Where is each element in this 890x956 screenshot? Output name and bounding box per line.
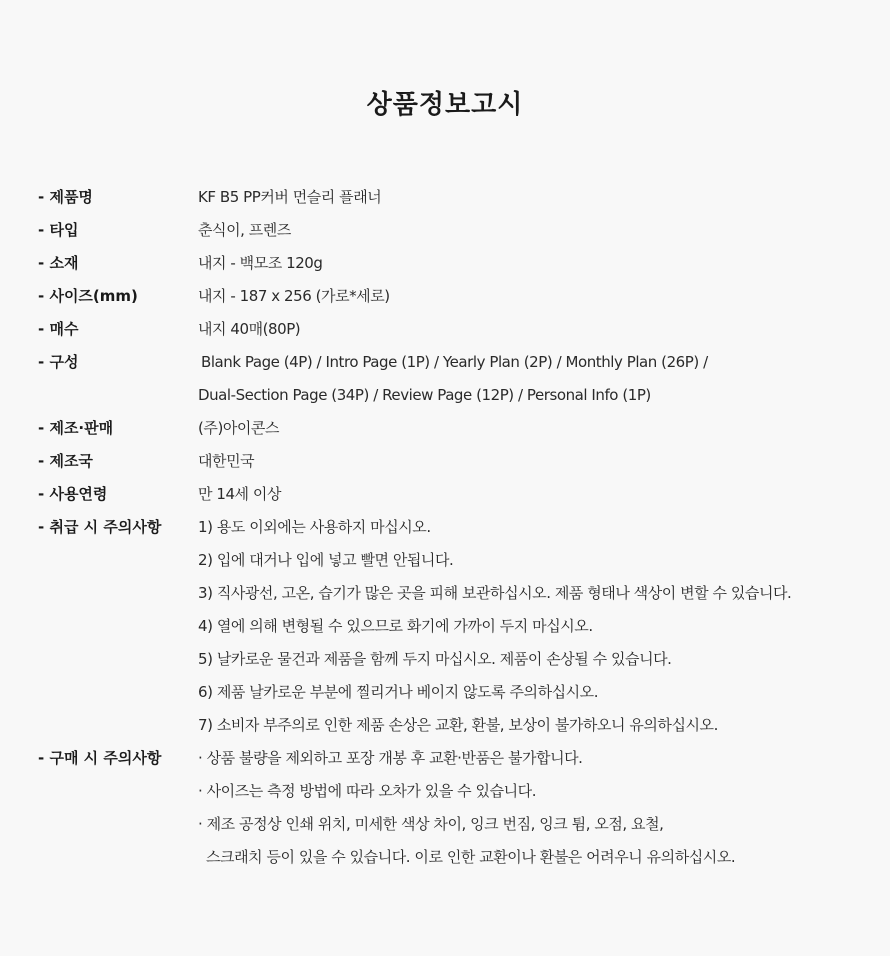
info-label: - 구성 — [38, 353, 79, 371]
info-label: - 타입 — [38, 221, 79, 239]
info-label: - 취급 시 주의사항 — [38, 518, 162, 536]
caution-item: 2) 입에 대거나 입에 넣고 빨면 안됩니다. — [198, 551, 454, 569]
info-values — [198, 346, 878, 412]
caution-item: · 제조 공정상 인쇄 위치, 미세한 색상 차이, 잉크 번짐, 잉크 튐, 오점, 요철, — [198, 815, 664, 833]
info-label: - 제품명 — [38, 188, 93, 206]
info-values — [198, 742, 878, 874]
info-values — [198, 247, 878, 280]
info-label: - 제조국 — [38, 452, 93, 470]
caution-item: 스크래치 등이 있을 수 있습니다. 이로 인한 교환이나 환불은 어려우니 유의하십시오. — [206, 848, 736, 866]
info-row-sheets — [38, 313, 878, 346]
info-values — [198, 511, 878, 742]
info-value: (주)아이콘스 — [198, 419, 280, 437]
info-values — [198, 313, 878, 346]
info-values — [198, 214, 878, 247]
info-label: - 제조·판매 — [38, 419, 114, 437]
info-row-country — [38, 445, 878, 478]
info-value: 만 14세 이상 — [198, 485, 281, 503]
info-row-manufacturer — [38, 412, 878, 445]
info-value: 내지 - 187 x 256 (가로*세로) — [198, 287, 390, 305]
info-values — [198, 412, 878, 445]
info-value: Blank Page (4P) / Intro Page (1P) / Yearly Plan (2P) / Monthly Plan (26P) / — [201, 353, 708, 371]
info-values — [198, 181, 878, 214]
info-row-type — [38, 214, 878, 247]
info-values — [198, 478, 878, 511]
caution-item: 3) 직사광선, 고온, 습기가 많은 곳을 피해 보관하십시오. 제품 형태나 색상이 변할 수 있습니다. — [198, 584, 792, 602]
info-row-product-name — [38, 181, 878, 214]
caution-item: 4) 열에 의해 변형될 수 있으므로 화기에 가까이 두지 마십시오. — [198, 617, 593, 635]
info-row-handling-caution — [38, 511, 878, 742]
info-label: - 사용연령 — [38, 485, 108, 503]
info-value: 춘식이, 프렌즈 — [198, 221, 291, 239]
caution-item: 5) 날카로운 물건과 제품을 함께 두지 마십시오. 제품이 손상될 수 있습니다. — [198, 650, 672, 668]
info-value: 내지 - 백모조 120g — [198, 254, 323, 272]
info-row-material — [38, 247, 878, 280]
caution-item: 7) 소비자 부주의로 인한 제품 손상은 교환, 환불, 보상이 불가하오니 유의하십시오. — [198, 716, 718, 734]
info-row-age — [38, 478, 878, 511]
info-label: - 매수 — [38, 320, 79, 338]
caution-item: · 사이즈는 측정 방법에 따라 오차가 있을 수 있습니다. — [198, 782, 537, 800]
info-label: - 소재 — [38, 254, 79, 272]
info-label: - 구매 시 주의사항 — [38, 749, 162, 767]
info-values — [198, 445, 878, 478]
caution-item: 1) 용도 이외에는 사용하지 마십시오. — [198, 518, 431, 536]
info-value: 내지 40매(80P) — [198, 320, 301, 338]
caution-item: 6) 제품 날카로운 부분에 찔리거나 베이지 않도록 주의하십시오. — [198, 683, 599, 701]
caution-item: · 상품 불량을 제외하고 포장 개봉 후 교환·반품은 불가합니다. — [198, 749, 583, 767]
product-info-table — [38, 181, 878, 874]
info-row-purchase-caution — [38, 742, 878, 874]
info-value: 대한민국 — [198, 452, 255, 470]
info-value: KF B5 PP커버 먼슬리 플래너 — [198, 188, 382, 206]
info-row-composition — [38, 346, 878, 412]
page-title: 상품정보고시 — [366, 90, 524, 120]
info-value: Dual-Section Page (34P) / Review Page (12P) / Personal Info (1P) — [198, 386, 651, 404]
info-values — [198, 280, 878, 313]
info-row-size — [38, 280, 878, 313]
info-label: - 사이즈(mm) — [38, 287, 138, 305]
